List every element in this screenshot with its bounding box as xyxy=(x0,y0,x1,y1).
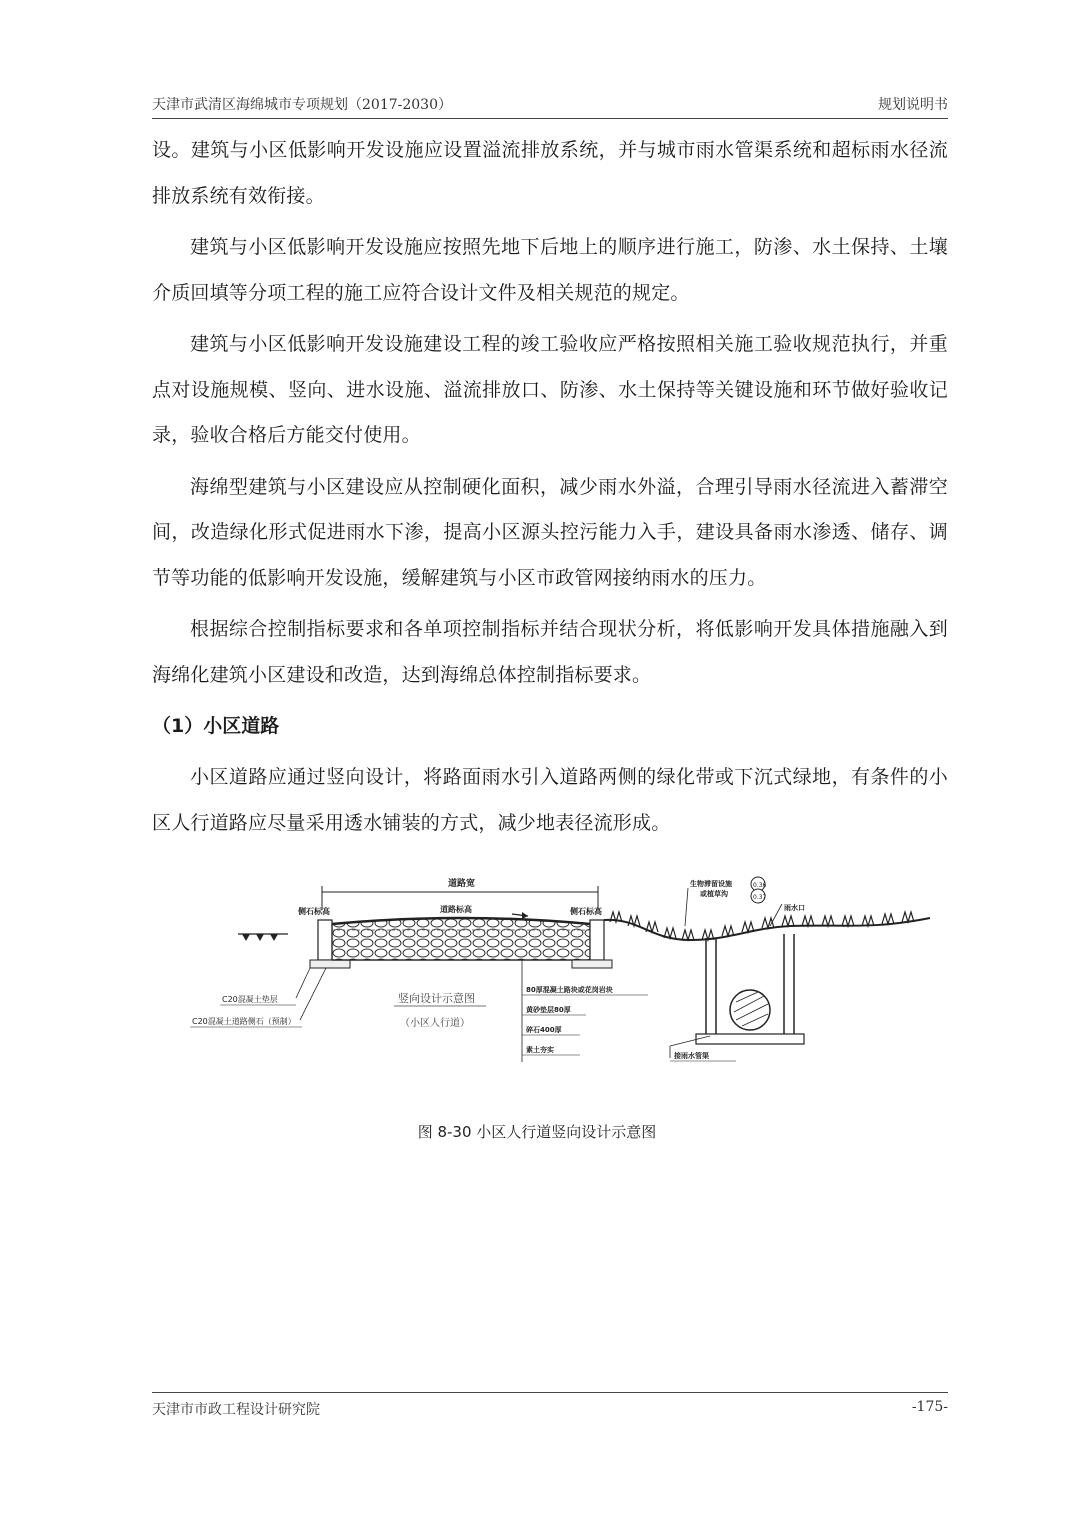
figure-caption: 图 8-30 小区人行道竖向设计示意图 xyxy=(417,1123,657,1141)
ecology-sub-label: 或植草沟 xyxy=(700,890,728,898)
ecology-top-label: 生物滞留设施 xyxy=(690,880,732,888)
page-header xyxy=(152,92,948,119)
layer1-label: 80厚混凝土路块或花岗岩块 xyxy=(526,986,613,994)
road-section-diagram xyxy=(150,868,940,1083)
body-text xyxy=(152,128,948,852)
right-curb xyxy=(590,920,604,960)
diagram-subtitle: （小区人行道） xyxy=(400,1018,470,1029)
paragraph-acceptance: 建筑与小区低影响开发设施建设工程的竣工验收应严格按照相关施工验收规范执行，并重点对设施规模、竖向、进水设施、溢流排放口、防渗、水土保持等关键设施和环节做好验收记录，验收合格后方能交付使用。 xyxy=(152,333,948,446)
ecology-leader-line xyxy=(685,888,688,926)
section-heading: （1）小区道路 xyxy=(152,715,280,737)
inlet-label: 雨水口 xyxy=(784,904,805,912)
paragraph-control-targets: 根据综合控制指标要求和各单项控制指标并结合现状分析，将低影响开发具体措施融入到海绵化建筑小区建设和改造，达到海绵总体控制指标要求。 xyxy=(152,618,948,686)
right-curb-base xyxy=(572,960,612,968)
road-width-label: 道路宽 xyxy=(448,879,476,889)
left-curb xyxy=(318,920,332,960)
layer2-label: 黄砂垫层80厚 xyxy=(526,1006,571,1014)
footer-organization: 天津市市政工程设计研究院 xyxy=(152,1402,320,1418)
curb-elev-left-label: 侧石标高 xyxy=(298,907,330,916)
grass-tufts xyxy=(610,912,914,940)
paragraph-continuation: 设。建筑与小区低影响开发设施应设置溢流排放系统，并与城市雨水管渠系统和超标雨水径流排放系统有效衔接。 xyxy=(152,139,948,207)
page-footer xyxy=(152,1392,948,1421)
page-number: -175- xyxy=(911,1399,948,1415)
header-title: 天津市武清区海绵城市专项规划（2017-2030） xyxy=(152,97,452,113)
c20-curb-label: C20混凝土道路侧石（预制） xyxy=(192,1017,296,1026)
pipe-label: 接雨水管渠 xyxy=(674,1052,709,1060)
c20-base-label: C20混凝土垫层 xyxy=(222,995,278,1004)
header-section: 规划说明书 xyxy=(878,97,948,113)
layer4-label: 素土夯实 xyxy=(526,1046,554,1054)
road-gravel-layer xyxy=(332,918,590,960)
diagram-title: 竖向设计示意图 xyxy=(398,992,475,1005)
road-elev-label: 道路标高 xyxy=(440,905,472,914)
layer3-label: 碎石400厚 xyxy=(526,1026,562,1034)
ref-a-label: 0.36 xyxy=(753,882,767,889)
road-section-figure xyxy=(150,868,940,1083)
paragraph-sponge-building: 海绵型建筑与小区建设应从控制硬化面积，减少雨水外溢，合理引导雨水径流进入蓄滞空间，改造绿化形式促进雨水下渗，提高小区源头控污能力入手，建设具备雨水渗透、储存、调节等功能的低影响开发设施，缓解建筑与小区市政管网接纳雨水的压力。 xyxy=(152,475,948,589)
paragraph-community-road: 小区道路应通过竖向设计，将路面雨水引入道路两侧的绿化带或下沉式绿地，有条件的小区人行道路应尽量采用透水铺装的方式，减少地表径流形成。 xyxy=(152,766,948,834)
curb-elev-right-label: 侧石标高 xyxy=(570,907,602,916)
water-level-icon xyxy=(238,934,288,941)
ref-b-label: 0.37 xyxy=(753,894,767,901)
paragraph-construction-order: 建筑与小区低影响开发设施应按照先地下后地上的顺序进行施工，防渗、水土保持、土壤介质回填等分项工程的施工应符合设计文件及相关规范的规定。 xyxy=(152,236,948,304)
left-curb-base xyxy=(310,960,350,968)
